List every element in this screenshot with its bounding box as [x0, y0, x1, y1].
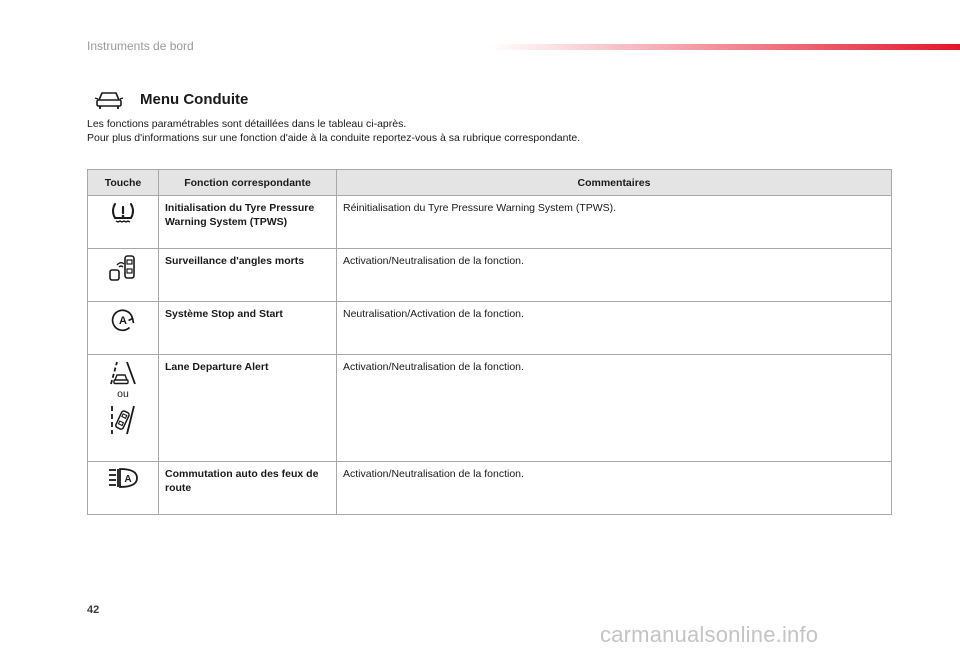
table-cell-comment: Activation/Neutralisation de la fonction.: [337, 249, 892, 302]
table-row: [88, 249, 892, 302]
table-cell-key: [88, 355, 159, 462]
stop-start-icon: [110, 307, 136, 333]
table-row: [88, 196, 892, 249]
table-cell-comment: Neutralisation/Activation de la fonction.: [337, 302, 892, 355]
table-cell-function: Lane Departure Alert: [159, 355, 337, 462]
watermark: carmanualsonline.info: [600, 622, 819, 647]
section-heading: [94, 88, 248, 110]
table-cell-comment: Activation/Neutralisation de la fonction.: [337, 462, 892, 515]
table-cell-function: Surveillance d'angles morts: [159, 249, 337, 302]
table-row: [88, 355, 892, 462]
table-cell-function: Système Stop and Start: [159, 302, 337, 355]
svg-text:A: A: [124, 474, 132, 485]
intro-text: [87, 117, 580, 145]
intro-line: Pour plus d'informations sur une fonction d'aide à la conduite reportez-vous à sa rubrique correspondante.: [87, 132, 581, 144]
blind-spot-monitoring-icon: [108, 254, 138, 282]
header-title: Instruments de bord: [87, 39, 194, 53]
intro-line: Les fonctions paramétrables sont détaillées dans le tableau ci-après.: [87, 118, 407, 130]
header-accent-bar: [490, 44, 960, 50]
lane-departure-alert-alt-icon: [109, 404, 137, 436]
table-cell-key: [88, 302, 159, 355]
table-cell-function: Initialisation du Tyre Pressure Warning System (TPWS): [159, 196, 337, 249]
table-row: [88, 462, 892, 515]
table-cell-comment: Activation/Neutralisation de la fonction.: [337, 355, 892, 462]
table-row: [88, 302, 892, 355]
alternative-separator: ou: [117, 388, 129, 400]
tyre-pressure-warning-icon: [109, 201, 137, 225]
column-header-key: Touche: [88, 170, 159, 196]
svg-text:A: A: [119, 315, 127, 327]
table-cell-key: [88, 249, 159, 302]
lane-departure-alert-icon: [109, 360, 137, 386]
column-header-function: Fonction correspondante: [159, 170, 337, 196]
page-number: 42: [87, 604, 100, 616]
car-front-icon: [94, 88, 124, 110]
settings-table: [87, 169, 892, 515]
table-cell-function: Commutation auto des feux de route: [159, 462, 337, 515]
section-title: Menu Conduite: [140, 90, 249, 108]
table-cell-key: [88, 196, 159, 249]
table-cell-key: [88, 462, 159, 515]
auto-high-beam-icon: [107, 467, 139, 489]
table-header-row: [88, 170, 892, 196]
column-header-comment: Commentaires: [337, 170, 892, 196]
table-cell-comment: Réinitialisation du Tyre Pressure Warning System (TPWS).: [337, 196, 892, 249]
